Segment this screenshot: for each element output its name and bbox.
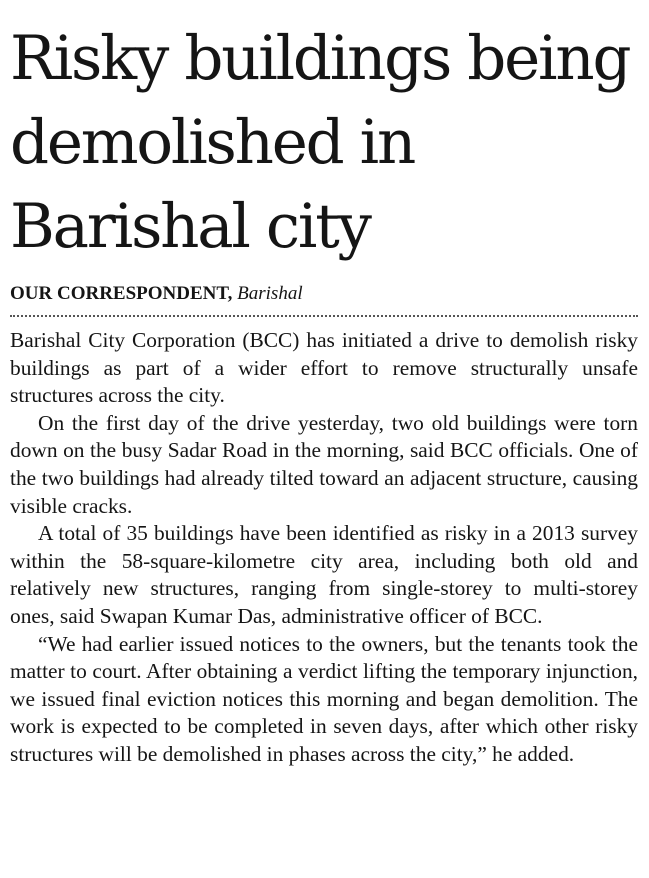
dotted-divider	[10, 315, 638, 317]
paragraph: “We had earlier issued notices to the owners, but the tenants took the matter to court. After obtaining a verdict lifting the temporary injunction, we issued final eviction notices this morning and began demolition. The work is expected to be completed in seven days, after which other risky structures will be demolished in phases across the city,” he added.	[10, 631, 638, 766]
byline-author: OUR CORRESPONDENT,	[10, 283, 233, 304]
article-body	[10, 327, 638, 769]
paragraph: A total of 35 buildings have been identified as risky in a 2013 survey within the 58-square-kilometre city area, including both old and relatively new structures, ranging from single-storey to multi-storey ones, said Swapan Kumar Das, administrative officer of BCC.	[10, 521, 638, 628]
byline-location: Barishal	[237, 283, 303, 304]
byline	[10, 283, 638, 305]
headline: Risky buildings being demolished in Barishal city	[10, 23, 630, 262]
paragraph: Barishal City Corporation (BCC) has initiated a drive to demolish risky buildings as part of a wider effort to remove structurally unsafe structures across the city.	[10, 328, 638, 408]
paragraph: On the first day of the drive yesterday, two old buildings were torn down on the busy Sadar Road in the morning, said BCC officials. One of the two buildings had already tilted toward an adjacent structure, causing visible cracks.	[10, 410, 638, 518]
news-article	[10, 0, 638, 769]
